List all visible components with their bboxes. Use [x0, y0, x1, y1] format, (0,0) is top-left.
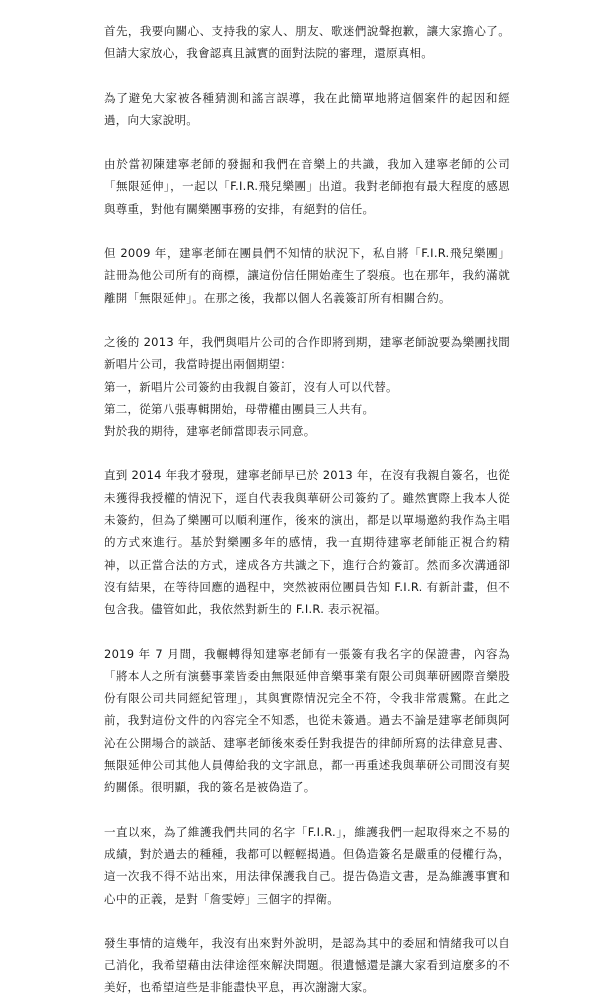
paragraph-line: 發生事情的這幾年，我沒有出來對外說明，是認為其中的委屈和情緒我可以自己消化，我希望藉由法律途徑來解決問題。很遺憾還是讓大家看到這麼多的不美好，也希望這些是非能盡快平息，再次謝謝大家。: [104, 935, 510, 995]
paragraph-line: 2019 年 7 月間，我輾轉得知建寧老師有一張簽有我名字的保證書，內容為「將本人之所有演藝事業皆委由無限延伸音樂事業有限公司與華研國際音樂股份有限公司共同經紀管理」，其與實際情況完全不符，令我非常震驚。在此之前，我對這份文件的內容完全不知悉，也從未簽過。過去不論是建寧老師與阿沁在公開場合的談話、建寧老師後來委任對我提告的律師所寫的法律意見書、無限延伸公司其他人員傳給我的文字訊息，都一再重述我與華研公司間沒有契約關係。很明顯，我的簽名是被偽造了。: [104, 646, 510, 795]
paragraph-line: 但 2009 年，建寧老師在團員們不知情的狀況下，私自將「F.I.R.飛兒樂團」註冊為他公司所有的商標，讓這份信任開始產生了裂痕。也在那年，我約滿就離開「無限延伸」。在那之後，我都以個人名義簽訂所有相關合約。: [104, 246, 510, 305]
paragraph-gap: [104, 799, 510, 821]
paragraph-line: 一直以來，為了維護我們共同的名字「F.I.R.」，維護我們一起取得來之不易的成績，對於過去的種種，我都可以輕輕揭過。但偽造簽名是嚴重的侵權行為，這一次我不得不站出來，用法律保護我自己。提告偽造文書，是為維護事實和心中的正義，是對「詹雯婷」三個字的捍衛。: [104, 824, 510, 906]
paragraph-gap: [104, 65, 510, 87]
paragraph-gap: [104, 131, 510, 153]
paragraph-line: 為了避免大家被各種猜測和謠言誤導，我在此簡單地將這個案件的起因和經過，向大家說明。: [104, 90, 510, 127]
paragraph-line: 對於我的期待，建寧老師當即表示同意。: [104, 424, 316, 439]
paragraph-gap: [104, 309, 510, 331]
paragraph-line: 第二，從第八張專輯開始，母帶權由團員三人共有。: [104, 401, 375, 416]
paragraph-expectations: [104, 331, 510, 442]
paragraph-apology: [104, 20, 510, 65]
paragraph-forgery: [104, 643, 510, 799]
paragraph-discovery: [104, 464, 510, 620]
paragraph-line: 首先，我要向關心、支持我的家人、朋友、歌迷們說聲抱歉，讓大家擔心了。但請大家放心，我會認真且誠實的面對法院的審理，還原真相。: [104, 24, 510, 61]
paragraph-closing: [104, 932, 510, 999]
statement-body: [104, 20, 510, 999]
paragraph-purpose: [104, 87, 510, 132]
paragraph-line: 由於當初陳建寧老師的發掘和我們在音樂上的共識，我加入建寧老師的公司「無限延伸」，一起以「F.I.R.飛兒樂團」出道。我對老師抱有最大程度的感恩與尊重，對他有關樂團事務的安排，有絕對的信任。: [104, 157, 510, 216]
paragraph-line: 第一，新唱片公司簽約由我親自簽訂，沒有人可以代替。: [104, 379, 398, 394]
paragraph-lawsuit: [104, 821, 510, 910]
paragraph-trademark: [104, 242, 510, 309]
paragraph-gap: [104, 442, 510, 464]
paragraph-gap: [104, 910, 510, 932]
paragraph-line: 直到 2014 年我才發現，建寧老師早已於 2013 年，在沒有我親自簽名，也從未獲得我授權的情況下，逕自代表我與華研公司簽約了。雖然實際上我本人從未簽約，但為了樂團可以順利運作，後來的演出，都是以單場邀約我作為主唱的方式來進行。基於對樂團多年的感情，我一直期待建寧老師能正視合約精神，以正當合法的方式，達成各方共識之下，進行合約簽訂。然而多次溝通卻沒有結果，在等待回應的過程中，突然被兩位團員告知 F.I.R. 有新計畫，但不包含我。儘管如此，我依然對新生的 F.I.R. 表示祝福。: [104, 468, 510, 617]
paragraph-gap: [104, 220, 510, 242]
paragraph-line: 之後的 2013 年，我們與唱片公司的合作即將到期，建寧老師說要為樂團找間新唱片公司，我當時提出兩個期望：: [104, 334, 510, 372]
paragraph-background: [104, 153, 510, 220]
paragraph-gap: [104, 621, 510, 643]
